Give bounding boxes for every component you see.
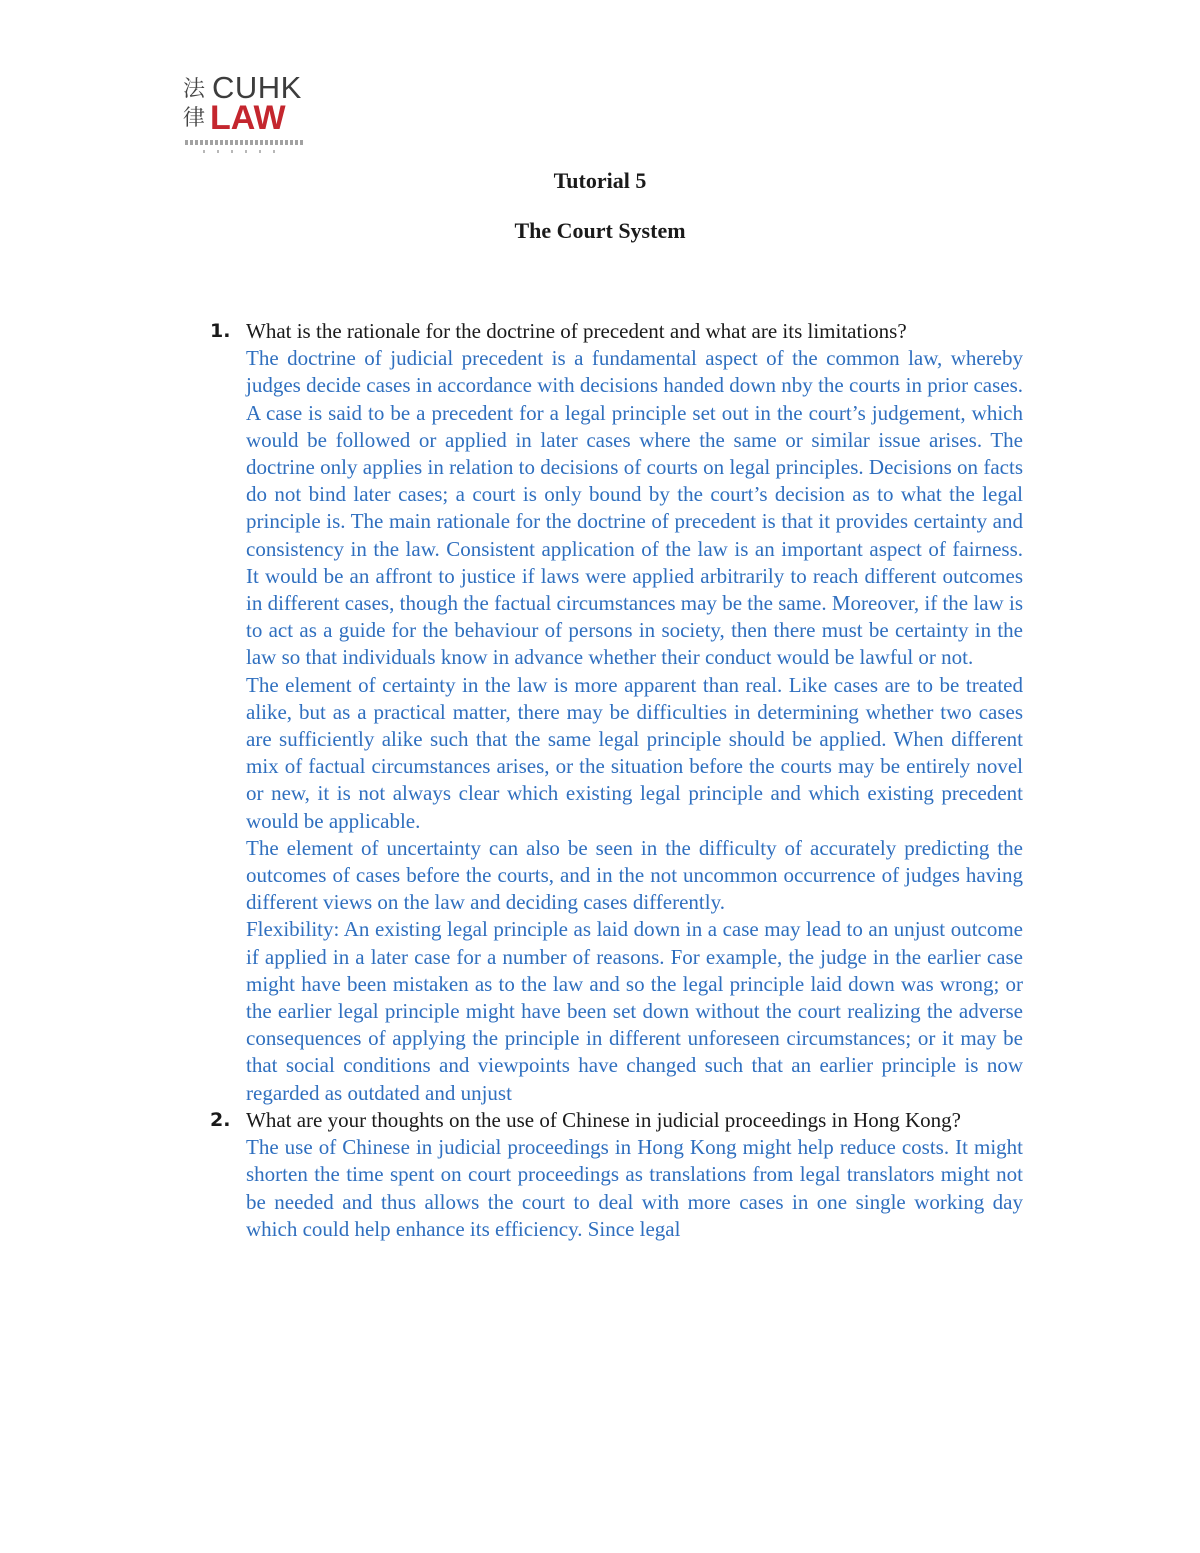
answer-paragraph: The use of Chinese in judicial proceedings in Hong Kong might help reduce costs. It might shorten the time spent on court proceedings as translations from legal translators might not be needed and thus allows the court to deal with more cases in one single working day which could help enhance its efficiency. Since legal xyxy=(246,1135,1023,1241)
answer-paragraph: The doctrine of judicial precedent is a fundamental aspect of the common law, whereby judges decide cases in accordance with decisions handed down nby the courts in prior cases. A case is said to be a precedent for a legal principle set out in the court’s judgement, which would be followed or applied in later cases where the same or similar issue arises. The doctrine only applies in relation to decisions of courts on legal principles. Decisions on facts do not bind later cases; a court is only bound by the court’s decision as to what the legal principle is. The main rationale for the doctrine of precedent is that it provides certainty and consistency in the law. Consistent application of the law is an important aspect of fairness. It would be an affront to justice if laws were applied arbitrarily to reach different outcomes in different cases, though the factual circumstances may be the same. Moreover, if the law is to act as a guide for the behaviour of persons in society, then there must be certainty in the law so that individuals know in advance whether their conduct would be lawful or not. xyxy=(246,346,1023,670)
answer-paragraph: The element of certainty in the law is more apparent than real. Like cases are to be treated alike, but as a practical matter, there may be difficulties in determining whether two cases are sufficiently alike such that the same legal principle should be applied. When different mix of factual circumstances arises, or the situation before the courts may be entirely novel or new, it is not always clear which existing legal principle and which existing precedent would be applicable. xyxy=(246,672,1023,833)
logo-tagline-chinese xyxy=(203,150,283,153)
logo-cuhk-text: CUHK xyxy=(212,70,302,105)
document-title: Tutorial 5 xyxy=(553,168,647,193)
question-number: 2. xyxy=(210,1108,231,1131)
logo-law-text: LAW xyxy=(210,99,286,137)
logo-chinese-characters: 法律 xyxy=(183,77,206,131)
question-text: What are your thoughts on the use of Chinese in judicial proceedings in Hong Kong? xyxy=(246,1107,962,1132)
document-subtitle: The Court System xyxy=(514,218,686,243)
answer-paragraph: Flexibility: An existing legal principle as laid down in a case may lead to an unjust outcome if applied in a later case for a number of reasons. For example, the judge in the earlier case might have been mistaken as to the law and so the legal principle laid down was wrong; or the earlier legal principle might have been set down without the court realizing the adverse consequences of applying the principle in different unforeseen circumstances; or it may be that social conditions and viewpoints have changed such that an earlier principle is now regarded as outdated and unjust xyxy=(246,917,1023,1105)
question-list xyxy=(210,318,1023,1243)
question-item-2 xyxy=(210,1107,1023,1243)
question-text: What is the rationale for the doctrine of precedent and what are its limitations? xyxy=(246,319,907,343)
logo-tagline xyxy=(185,140,303,145)
question-item-1 xyxy=(210,318,1023,1107)
question-number: 1. xyxy=(210,320,231,342)
answer-paragraph: The element of uncertainty can also be seen in the difficulty of accurately predicting the outcomes of cases before the courts, and in the not uncommon occurrence of judges having different views on the law and deciding cases differently. xyxy=(246,835,1023,915)
cuhk-law-logo xyxy=(183,72,313,157)
